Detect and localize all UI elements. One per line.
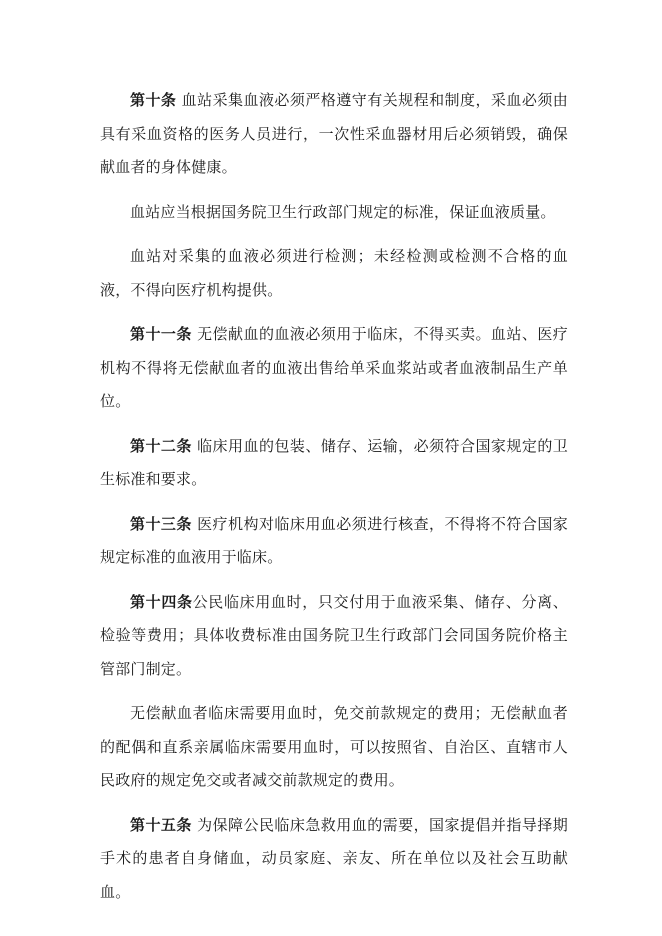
paragraph-article-13 <box>100 508 568 575</box>
paragraph-text: 血站应当根据国务院卫生行政部门规定的标准，保证血液质量。 <box>130 202 556 221</box>
paragraph-article-14 <box>100 586 568 687</box>
article-heading: 第十三条 <box>130 514 192 533</box>
paragraph-text: 公民临床用血时，只交付用于血液采集、储存、分离、检验等费用；具体收费标准由国务院卫生行政部门会同国务院价格主管部门制定。 <box>100 592 568 678</box>
article-heading: 第十二条 <box>130 436 192 455</box>
paragraph-article-12 <box>100 430 568 497</box>
paragraph-article-14-part-2 <box>100 697 568 798</box>
paragraph-text: 医疗机构对临床用血必须进行核查，不得将不符合国家规定标准的血液用于临床。 <box>100 514 568 566</box>
paragraph-article-10 <box>100 84 568 185</box>
paragraph-article-11 <box>100 318 568 419</box>
paragraph-article-10-part-2 <box>100 196 568 230</box>
paragraph-text: 临床用血的包装、储存、运输，必须符合国家规定的卫生标准和要求。 <box>100 436 568 488</box>
document-body <box>100 84 568 920</box>
paragraph-article-15 <box>100 809 568 910</box>
article-heading: 第十四条 <box>130 592 193 611</box>
paragraph-text: 血站采集血液必须严格遵守有关规程和制度，采血必须由具有采血资格的医务人员进行，一次性采血器材用后必须销毁，确保献血者的身体健康。 <box>100 91 568 176</box>
article-heading: 第十五条 <box>130 815 192 834</box>
article-heading: 第十条 <box>130 91 177 109</box>
paragraph-text: 无偿献血者临床需要用血时，免交前款规定的费用；无偿献血者的配偶和直系亲属临床需要用血时，可以按照省、自治区、直辖市人民政府的规定免交或者减交前款规定的费用。 <box>100 704 568 789</box>
article-heading: 第十一条 <box>130 325 192 343</box>
paragraph-text: 无偿献血的血液必须用于临床，不得买卖。血站、医疗机构不得将无偿献血者的血液出售给单采血浆站或者血液制品生产单位。 <box>100 325 568 410</box>
paragraph-text: 血站对采集的血液必须进行检测；未经检测或检测不合格的血液，不得向医疗机构提供。 <box>100 247 568 299</box>
paragraph-text: 为保障公民临床急救用血的需要，国家提倡并指导择期手术的患者自身储血，动员家庭、亲友、所在单位以及社会互助献血。 <box>100 815 568 901</box>
paragraph-article-10-part-3 <box>100 240 568 307</box>
